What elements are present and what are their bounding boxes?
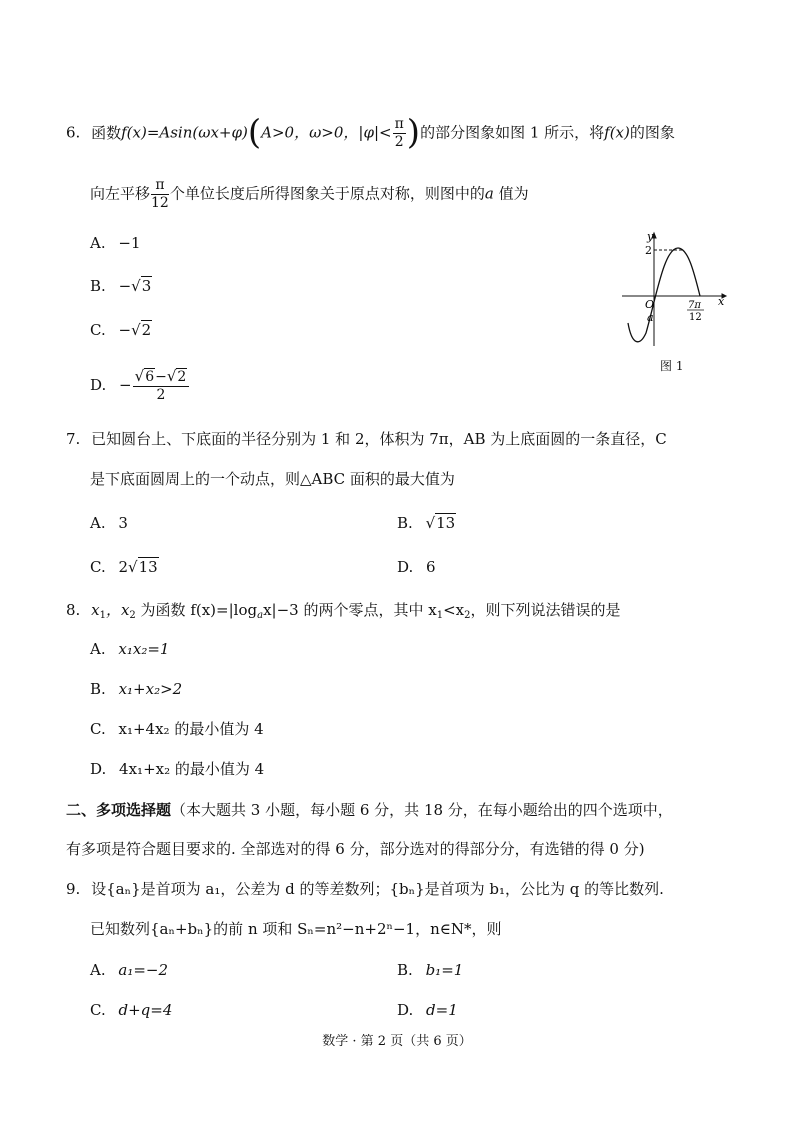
sine-graph-figure [618, 228, 730, 353]
q6-d-fraction: $\frac{√6-√2}{2}$ [133, 368, 190, 404]
q9-number: 9. [66, 880, 81, 898]
q8-option-a: A. x₁x₂=1 [90, 640, 170, 658]
q6-option-c: C. −√2 [90, 321, 152, 339]
q6-fx: f(x) [604, 123, 630, 142]
tick-numerator: 7π [688, 300, 701, 311]
q6-pi-over-12: $\frac{\pi}{12}$ [151, 177, 169, 211]
q6-a-var: a [484, 184, 494, 203]
sqrt-13: √13 [425, 514, 456, 532]
tick-denominator: 12 [689, 312, 702, 323]
q9-line1: 9. 设{aₙ}是首项为 a₁，公差为 d 的等差数列；{bₙ}是首项为 b₁，公比为 q 的等比数列. [66, 880, 664, 898]
q7-line2: 是下底面圆周上的一个动点，则△ABC 面积的最大值为 [90, 470, 455, 488]
peak-label: 2 [645, 244, 652, 257]
q6-line1 [66, 112, 675, 153]
q8-option-b: B. x₁+x₂>2 [90, 680, 183, 698]
q6-line2-c: 值为 [493, 184, 529, 203]
page-footer: 数学 · 第 2 页（共 6 页） [322, 1034, 472, 1049]
q7-line1 [66, 428, 667, 450]
a-label: a [647, 311, 654, 324]
q6-line2 [90, 177, 529, 212]
q6-lparen: ( [247, 112, 262, 153]
q8-number: 8. [66, 601, 81, 619]
q8-option-c: C. x₁+4x₂ 的最小值为 4 [90, 720, 264, 738]
origin-label: O [645, 298, 655, 311]
x-axis-label: x [718, 295, 725, 308]
sine-curve [628, 248, 700, 342]
section2-title: 二、多项选择题 [66, 801, 172, 819]
q6-option-a: A. −1 [90, 234, 141, 252]
q6-line2-a: 向左平移 [90, 184, 151, 203]
q8-option-d: D. 4x₁+x₂ 的最小值为 4 [90, 760, 265, 778]
q6-number: 6. [66, 123, 81, 142]
sqrt-3: √3 [131, 277, 152, 295]
q7-option-c: C. 2√13 [90, 558, 158, 576]
q6-func: f(x)=Asin(ωx+φ) [121, 123, 248, 142]
q9-option-c: C. d+q=4 [90, 1001, 173, 1019]
q6-stem-b: 的部分图象如图 1 所示，将 [420, 123, 605, 142]
q7-option-d: D. 6 [397, 558, 436, 576]
section2-line1: 二、多项选择题（本大题共 3 小题，每小题 6 分，共 18 分，在每小题给出的四个选项中， [66, 801, 673, 819]
q8-line1: 8. $x_1$，$x_2$ 为函数 $f(x)=|\log_ax|-3$ 的两个零点，其中 $x_1<x_2$，则下列说法错误的是 [66, 601, 621, 621]
figure-caption: 图 1 [660, 359, 684, 373]
q6-rparen: ) [406, 112, 421, 153]
q7-number: 7. [66, 430, 81, 448]
q7-line1-text: 已知圆台上、下底面的半径分别为 1 和 2，体积为 7π，AB 为上底面圆的一条直径，C [91, 430, 667, 448]
q9-option-d: D. d=1 [397, 1001, 458, 1019]
q9-option-b: B. b₁=1 [397, 961, 464, 979]
section2-line2: 有多项是符合题目要求的. 全部选对的得 6 分，部分选对的得部分分，有选错的得 0 分) [66, 840, 645, 858]
q6-stem-c: 的图象 [629, 123, 675, 142]
q6-option-b: B. −√3 [90, 277, 152, 295]
q7-option-b: B. √13 [397, 514, 456, 532]
q6-cond: A>0，ω>0，|φ|< [261, 123, 392, 142]
y-axis-label: y [647, 230, 654, 243]
q6-stem-a: 函数 [91, 123, 122, 142]
q7-option-a: A. 3 [90, 514, 128, 532]
sqrt-13: √13 [128, 558, 158, 576]
q6-option-d: D. − $\frac{√6-√2}{2}$ [90, 368, 190, 404]
q9-line2: 已知数列{aₙ+bₙ}的前 n 项和 Sₙ=n²−n+2ⁿ−1，n∈N*，则 [90, 920, 502, 938]
q6-pi-over-2: $\frac{\pi}{2}$ [394, 116, 404, 150]
q9-option-a: A. a₁=−2 [90, 961, 169, 979]
sqrt-2: √2 [131, 321, 152, 339]
q6-line2-b: 个单位长度后所得图象关于原点对称，则图中的 [169, 184, 485, 203]
